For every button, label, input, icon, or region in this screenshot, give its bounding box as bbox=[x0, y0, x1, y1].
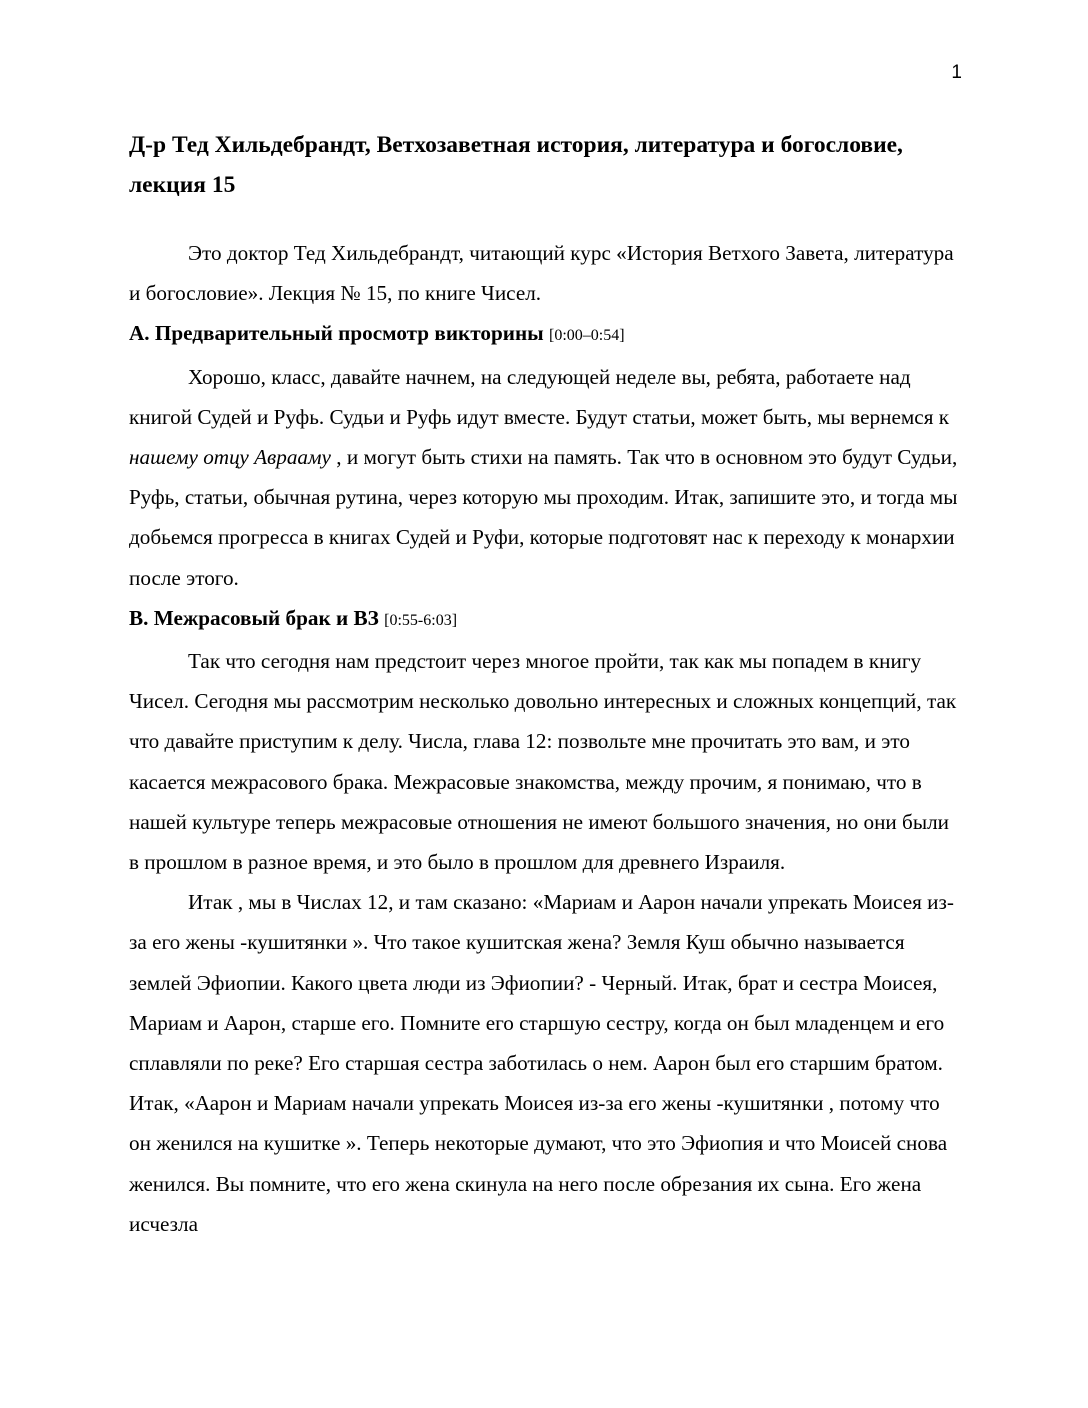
section-b-heading bbox=[129, 598, 959, 641]
document-body bbox=[129, 125, 959, 1244]
section-b-paragraph-1: Так что сегодня нам предстоит через многое пройти, так как мы попадем в книгу Чисел. Сегодня мы рассмотрим несколько довольно интересных и сложных концепций, так что давайте приступим к делу. Числа, глава 12: позвольте мне прочитать это вам, и это касается межрасового брака. Межрасовые знакомства, между прочим, я понимаю, что в нашей культуре теперь межрасовые отношения не имеют большого значения, но они были в прошлом в разное время, и это было в прошлом для древнего Израиля. bbox=[129, 649, 957, 875]
section-a-text-end: , и могут быть стихи на память. Так что в основном это будут Судьи, Руфь, статьи, обычная рутина, через которую мы проходим. Итак, запишите это, и тогда мы добьемся прогресса в книгах Судей и Руфи, которые подготовят нас к переходу к монархии после этого. bbox=[129, 445, 958, 590]
section-a-timestamp: [0:00–0:54] bbox=[549, 327, 625, 345]
section-b-title: B. Межрасовый брак и ВЗ bbox=[129, 605, 379, 630]
intro-paragraph: Это доктор Тед Хильдебрандт, читающий курс «История Ветхого Завета, литература и богословие». Лекция № 15, по книге Чисел. bbox=[129, 241, 954, 306]
section-b-timestamp: [0:55-6:03] bbox=[384, 611, 458, 629]
section-a-title: A. Предварительный просмотр викторины bbox=[129, 321, 544, 346]
section-b-paragraph-2: Итак , мы в Числах 12, и там сказано: «Мариам и Аарон начали упрекать Моисея из-за его жены -кушитянки ». Что такое кушитская жена? Земля Куш обычно называется землей Эфиопии. Какого цвета люди из Эфиопии? - Черный. Итак, брат и сестра Моисея, Мариам и Аарон, старше его. Помните его старшую сестру, когда он был младенцем и его сплавляли по реке? Его старшая сестра заботилась о нем. Аарон был его старшим братом. Итак, «Аарон и Мариам начали упрекать Моисея из-за его жены -кушитянки , потому что он женился на кушитке ». Теперь некоторые думают, что это Эфиопия и что Моисей снова женился. Вы помните, что его жена скинула на него после обрезания их сына. Его жена исчезла bbox=[129, 890, 954, 1236]
section-a-paragraph bbox=[129, 357, 959, 598]
document-title: Д-р Тед Хильдебрандт, Ветхозаветная история, литература и богословие, лекция 15 bbox=[129, 132, 903, 198]
section-a-text-start: Хорошо, класс, давайте начнем, на следующей неделе вы, ребята, работаете над книгой Судей и Руфь. Судьи и Руфь идут вместе. Будут статьи, может быть, мы вернемся к bbox=[129, 364, 950, 429]
section-a-italic-text: нашему отцу Аврааму bbox=[129, 445, 331, 470]
page-number: 1 bbox=[951, 62, 962, 83]
section-a-heading bbox=[129, 313, 959, 356]
